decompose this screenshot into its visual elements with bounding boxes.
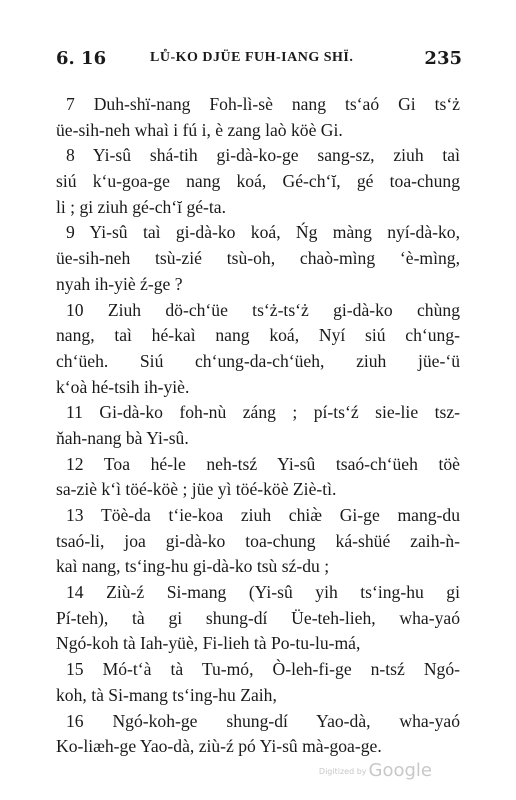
text-line: Pí-teh), tà gi shung-dí Üe-teh-lieh, wha-yaó [56,607,460,628]
running-title: LŮ-KO DJÜE FUH-IANG SHÏ. [150,50,354,65]
text-line: ňah-nang bà Yi-sû. [56,427,189,448]
page-header [56,48,462,76]
text-line: 8 Yi-sû shá-tih gi-dà-ko-ge sang-sz, ziuh taì [66,145,460,166]
text-line: siú k‘u-goa-ge nang koá, Gé-ch‘ĭ, gé toa-chung [56,171,460,192]
text-line: 15 Mó-t‘à tà Tu-mó, Ò-leh-fi-ge n-tsź Ngó- [66,659,460,680]
text-line: 7 Duh-shï-nang Foh-lì-sè nang ts‘aó Gi ts‘ż [66,94,460,114]
text-line: li ; gi ziuh gé-ch‘ĭ gé-ta. [56,196,227,217]
text-line: üe-sih-neh tsù-zié tsù-oh, chaò-mìng ‘è-mìng, [56,248,460,269]
text-line: 14 Ziù-ź Si-mang (Yi-sû yih ts‘ing-hu gi [66,582,460,603]
chapter-verse-ref: 6. 16 [56,48,107,69]
text-line: Ko-liæh-ge Yao-dà, ziù-ź pó Yi-sû mà-goa-ge. [56,736,382,757]
text-line: nyah ih-yiè ź-ge ? [56,273,183,294]
text-line: koh, tà Si-mang ts‘ing-hu Zaih, [56,684,277,705]
text-line: k‘oà hé-tsih ih-yiè. [56,376,190,397]
page-number: 235 [424,48,462,69]
text-line: 12 Toa hé-le neh-tsź Yi-sû tsaó-ch‘üeh töè [66,453,460,474]
text-line: 13 Töè-da t‘ie-koa ziuh chiæ̀ Gi-ge mang-du [66,505,460,525]
google-logo: Google [368,760,432,781]
text-line: ch‘üeh. Siú ch‘ung-da-ch‘üeh, ziuh jüe-‘ü [56,350,460,371]
text-line: sa-ziè k‘ì töé-köè ; jüe yì töé-köè Ziè-tì. [56,479,337,500]
watermark-prefix: Digitized by [318,766,367,776]
text-line: üe-sih-neh whaì i fú i, è zang laò köè Gi. [56,119,343,140]
text-line: Ngó-koh tà Iah-yüè, Fi-lieh tà Po-tu-lu-má, [56,633,361,654]
text-line: 16 Ngó-koh-ge shung-dí Yao-dà, wha-yaó [66,710,460,731]
text-line: tsaó-li, joa gi-dà-ko toa-chung ká-shüé zaih-ǹ- [56,530,460,551]
text-line: 11 Gi-dà-ko foh-nù záng ; pí-ts‘ź sie-lie tsz- [66,402,460,423]
digitized-watermark [319,760,432,781]
text-line: kaì nang, ts‘ing-hu gi-dà-ko tsù sź-du ; [56,556,330,577]
text-line: 10 Ziuh dö-ch‘üe ts‘ż-ts‘ż gi-dà-ko chùng [66,299,460,320]
text-line: nang, taì hé-kaì nang koá, Nyí siú ch‘ung- [56,325,460,346]
page-body-text [56,92,460,760]
text-line: 9 Yi-sû taì gi-dà-ko koá, Ńg màng nyí-dà-ko, [66,222,460,243]
